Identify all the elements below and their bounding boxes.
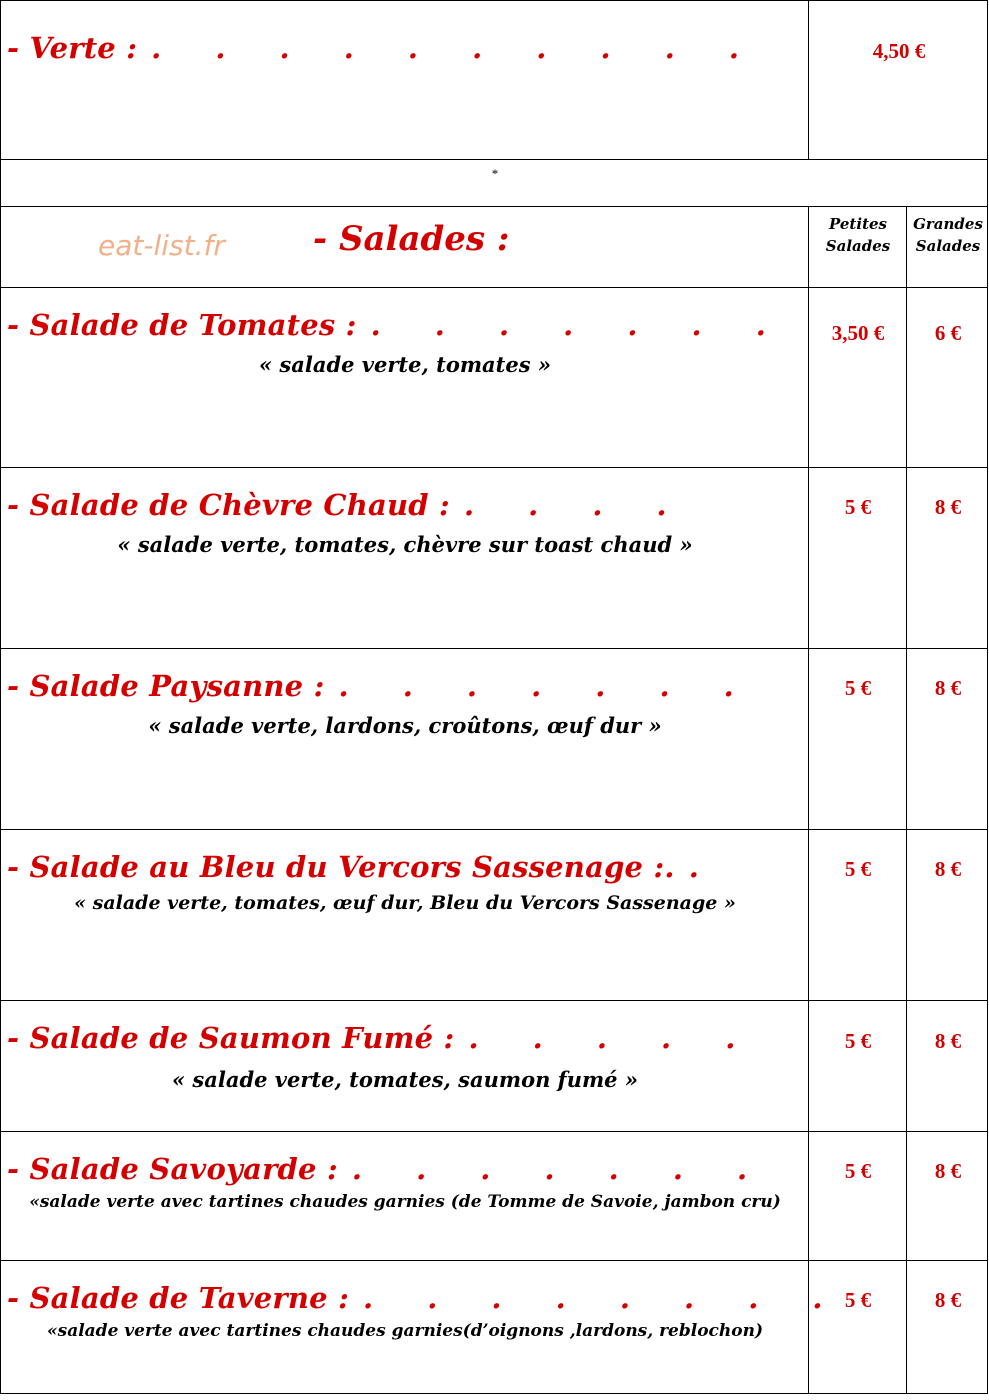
column-divider xyxy=(906,1001,907,1131)
column-divider xyxy=(906,288,907,467)
price-small: 5 € xyxy=(844,1029,872,1053)
menu-row xyxy=(0,1000,988,1132)
item-title: - Verte : . . . . . . . . . . xyxy=(7,31,761,65)
col-header-large-line2: Salades xyxy=(915,237,981,255)
item-price: 4,50 € xyxy=(872,39,926,63)
item-description: « salade verte, tomates, œuf dur, Bleu du Vercors Sassenage » xyxy=(74,892,736,914)
price-large: 8 € xyxy=(934,857,962,881)
col-header-large xyxy=(907,213,989,257)
price-large: 8 € xyxy=(934,676,962,700)
section-title: - Salades : xyxy=(313,219,510,259)
col-header-small-line1: Petites xyxy=(829,215,887,233)
item-description: «salade verte avec tartines chaudes garnies (de Tomme de Savoie, jambon cru) xyxy=(29,1192,781,1212)
item-title: - Salade de Taverne : . . . . . . . . xyxy=(7,1281,845,1315)
separator-star: * xyxy=(491,166,499,181)
item-title: - Salade de Chèvre Chaud : . . . . xyxy=(7,488,689,522)
column-divider xyxy=(808,830,809,1000)
menu-row xyxy=(0,648,988,830)
item-title: - Salade de Tomates : . . . . . . . xyxy=(7,308,788,342)
price-large: 8 € xyxy=(934,1288,962,1312)
column-divider xyxy=(906,1132,907,1260)
item-description: «salade verte avec tartines chaudes garnies(d’oignons ,lardons, reblochon) xyxy=(47,1321,763,1341)
price-large: 8 € xyxy=(934,495,962,519)
menu-row xyxy=(0,829,988,1001)
separator-row xyxy=(0,159,988,207)
section-header-row xyxy=(0,206,988,288)
price-small: 5 € xyxy=(844,495,872,519)
item-title: - Salade au Bleu du Vercors Sassenage :. . xyxy=(7,850,721,884)
price-small: 5 € xyxy=(844,676,872,700)
item-description: « salade verte, tomates, saumon fumé » xyxy=(172,1067,638,1092)
menu-row xyxy=(0,467,988,649)
price-small: 3,50 € xyxy=(831,321,885,345)
price-small: 5 € xyxy=(844,857,872,881)
item-title: - Salade de Saumon Fumé : . . . . . xyxy=(7,1021,758,1055)
col-header-small-line2: Salades xyxy=(825,237,891,255)
col-header-large-line1: Grandes xyxy=(913,215,983,233)
column-divider xyxy=(808,1,809,159)
col-header-small xyxy=(809,213,907,257)
item-description: « salade verte, lardons, croûtons, œuf dur » xyxy=(148,713,662,738)
menu-row xyxy=(0,1131,988,1261)
item-description: « salade verte, tomates » xyxy=(259,352,551,377)
column-divider xyxy=(808,1001,809,1131)
item-title: - Salade Savoyarde : . . . . . . . xyxy=(7,1152,770,1186)
watermark: eat-list.fr xyxy=(98,229,225,262)
menu-row xyxy=(0,287,988,468)
price-large: 8 € xyxy=(934,1159,962,1183)
price-large: 6 € xyxy=(934,321,962,345)
menu-row xyxy=(0,1260,988,1394)
menu-row-verte xyxy=(0,0,988,160)
item-title: - Salade Paysanne : . . . . . . . xyxy=(7,669,756,703)
column-divider xyxy=(906,1261,907,1393)
column-divider xyxy=(808,288,809,467)
price-large: 8 € xyxy=(934,1029,962,1053)
price-small: 5 € xyxy=(844,1288,872,1312)
item-description: « salade verte, tomates, chèvre sur toast chaud » xyxy=(117,532,693,557)
price-small: 5 € xyxy=(844,1159,872,1183)
column-divider xyxy=(906,830,907,1000)
